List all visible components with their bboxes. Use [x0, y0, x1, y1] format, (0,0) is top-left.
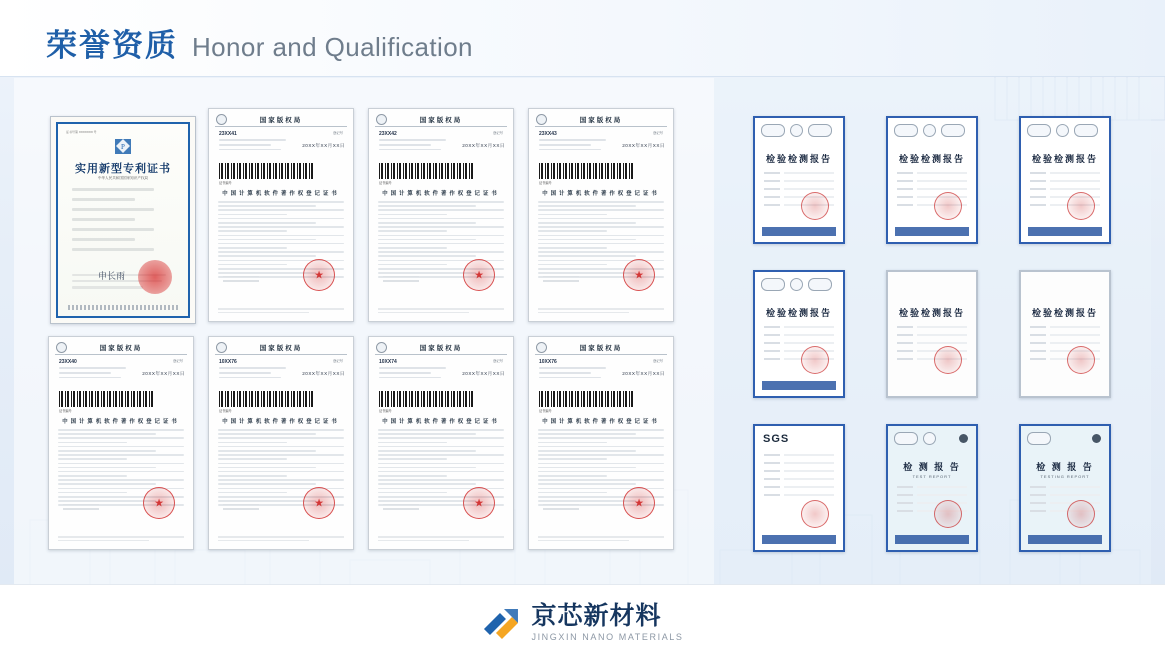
ip-footer-lines: [378, 536, 504, 543]
ip-signature-lines: [223, 504, 259, 513]
ilac-logo-icon: [941, 124, 965, 137]
ip-footer-lines: [538, 308, 664, 315]
ilac-logo-icon: [808, 278, 832, 291]
inspection-test-report[interactable]: [886, 270, 978, 398]
report-footer-bar: [762, 381, 836, 390]
company-name-cn: 京芯新材料: [531, 601, 662, 630]
report-title: 检验检测报告: [898, 154, 965, 164]
inspection-test-report[interactable]: [753, 116, 845, 244]
stamp-dot-icon: [1092, 434, 1101, 443]
slide-header: [0, 0, 1165, 77]
report-seal-icon: [1067, 346, 1095, 374]
inspection-test-report[interactable]: [1019, 270, 1111, 398]
ip-seal-icon: [623, 259, 655, 291]
report-seal-icon: [934, 192, 962, 220]
ip-title-secondary: 中国计算机软件著作权登记证书: [222, 191, 340, 197]
report-seal-icon: [1067, 192, 1095, 220]
page-title-en: Honor and Qualification: [192, 32, 473, 62]
cma-logo-icon: [894, 432, 918, 445]
patent-heading: 实用新型专利证书: [75, 163, 171, 175]
cnas-logo-icon: [790, 124, 803, 137]
ip-footer-lines: [58, 536, 184, 543]
inspection-test-report[interactable]: [753, 270, 845, 398]
ip-barcode: [539, 391, 635, 407]
cma-logo-icon: [894, 124, 918, 137]
cma-logo-icon: [1027, 124, 1051, 137]
ip-number: 10XX76: [539, 359, 557, 365]
ip-seal-icon: [143, 487, 175, 519]
company-logo: [481, 601, 684, 642]
cnas-logo-icon: [923, 432, 936, 445]
ip-head-title: 国家版权局: [99, 345, 143, 352]
divider: [215, 354, 347, 355]
divider: [375, 354, 507, 355]
ip-title-secondary: 中国计算机软件著作权登记证书: [382, 191, 500, 197]
ip-head-title: 国家版权局: [419, 345, 463, 352]
report-title: 检验检测报告: [765, 308, 832, 318]
stamp-dot-icon: [959, 434, 968, 443]
patent-fields: [72, 188, 174, 258]
divider: [535, 126, 667, 127]
ip-barcode: [219, 163, 315, 179]
ip-meta-lines: [219, 367, 293, 381]
ip-barcode-text: 证书编号: [59, 409, 72, 413]
patent-seal-icon: [138, 260, 172, 294]
ip-footer-lines: [218, 536, 344, 543]
ip-barcode: [539, 163, 635, 179]
ip-title-secondary: 中国计算机软件著作权登记证书: [222, 419, 340, 425]
ip-number: 23XX41: [219, 131, 237, 137]
ip-registration-certificate[interactable]: [368, 108, 514, 322]
report-title: 检验检测报告: [1031, 154, 1098, 164]
ilac-logo-icon: [808, 124, 832, 137]
ip-title-secondary: 中国计算机软件著作权登记证书: [62, 419, 180, 425]
report-seal-icon: [801, 192, 829, 220]
national-emblem-icon: [108, 136, 138, 158]
ip-number: 10XX74: [379, 359, 397, 365]
ip-signature-lines: [383, 276, 419, 285]
divider: [55, 354, 187, 355]
ip-barcode: [59, 391, 155, 407]
cnas-logo-icon: [923, 124, 936, 137]
accreditation-logos: [894, 124, 970, 137]
sgs-test-report[interactable]: [753, 424, 845, 552]
report-subtitle: TESTING REPORT: [1040, 474, 1090, 479]
report-seal-icon: [801, 500, 829, 528]
report-footer-bar: [895, 227, 969, 236]
company-logo-text: [531, 601, 684, 642]
svg-text:P: P: [121, 143, 125, 151]
ip-meta-lines: [539, 367, 613, 381]
page-title: [46, 20, 473, 65]
report-footer-bar: [762, 227, 836, 236]
ip-number-label: 登记号: [332, 131, 343, 135]
patent-top-note: 证书号第 XXXXXXX 号: [66, 130, 97, 134]
ip-barcode: [219, 391, 315, 407]
ip-barcode-text: 证书编号: [379, 181, 392, 185]
ip-registration-certificate[interactable]: [528, 108, 674, 322]
ip-head-title: 国家版权局: [259, 117, 303, 124]
ip-date: 20XX年XX月XX日: [622, 371, 665, 376]
test-report[interactable]: [886, 424, 978, 552]
patent-subheading: 中华人民共和国国家知识产权局: [97, 176, 149, 180]
ip-seal-icon: [463, 259, 495, 291]
ip-footer-lines: [538, 536, 664, 543]
report-title: 检验检测报告: [765, 154, 832, 164]
ip-head-title: 国家版权局: [579, 345, 623, 352]
ip-number-label: 登记号: [492, 131, 503, 135]
patent-signature: 申长雨: [98, 271, 126, 281]
ip-date: 20XX年XX月XX日: [622, 143, 665, 148]
report-footer-bar: [1028, 535, 1102, 544]
ip-date: 20XX年XX月XX日: [302, 143, 345, 148]
cma-logo-icon: [761, 124, 785, 137]
accreditation-logos: [761, 278, 837, 291]
ip-title-secondary: 中国计算机软件著作权登记证书: [542, 419, 660, 425]
ip-head-title: 国家版权局: [259, 345, 303, 352]
ip-title-secondary: 中国计算机软件著作权登记证书: [382, 419, 500, 425]
cma-logo-icon: [761, 278, 785, 291]
patent-inner-frame: [56, 122, 190, 318]
cma-logo-icon: [1027, 432, 1051, 445]
report-seal-icon: [801, 346, 829, 374]
ip-head-title: 国家版权局: [419, 117, 463, 124]
report-field-rows: [764, 454, 834, 502]
ip-signature-lines: [223, 276, 259, 285]
ip-footer-lines: [378, 308, 504, 315]
ip-meta-lines: [379, 367, 453, 381]
ip-meta-lines: [379, 139, 453, 153]
ip-number: 23XX42: [379, 131, 397, 137]
ip-signature-lines: [543, 504, 579, 513]
ip-number: 10XX76: [219, 359, 237, 365]
ip-barcode-text: 证书编号: [219, 409, 232, 413]
report-footer-bar: [1028, 227, 1102, 236]
ip-number-label: 登记号: [652, 131, 663, 135]
report-seal-icon: [934, 500, 962, 528]
ip-seal-icon: [463, 487, 495, 519]
ip-signature-lines: [543, 276, 579, 285]
divider: [375, 126, 507, 127]
arrow-logo-icon: [481, 605, 521, 641]
ip-date: 20XX年XX月XX日: [302, 371, 345, 376]
ip-title-secondary: 中国计算机软件著作权登记证书: [542, 191, 660, 197]
ip-barcode: [379, 163, 475, 179]
divider: [535, 354, 667, 355]
ip-meta-lines: [59, 367, 133, 381]
report-footer-bar: [762, 535, 836, 544]
report-subtitle: TEST REPORT: [912, 474, 952, 479]
accreditation-logos: [1027, 124, 1103, 137]
ip-signature-lines: [383, 504, 419, 513]
company-name-en: JINGXIN NANO MATERIALS: [531, 631, 684, 642]
ip-number: 23XX43: [539, 131, 557, 137]
ip-number-label: 登记号: [332, 359, 343, 363]
ip-date: 20XX年XX月XX日: [142, 371, 185, 376]
ip-signature-lines: [63, 504, 99, 513]
ip-barcode-text: 证书编号: [539, 181, 552, 185]
ip-barcode-text: 证书编号: [219, 181, 232, 185]
ip-registration-certificate[interactable]: [208, 108, 354, 322]
ip-seal-icon: [303, 259, 335, 291]
ip-barcode: [379, 391, 475, 407]
ip-number-label: 登记号: [492, 359, 503, 363]
ip-number: 23XX40: [59, 359, 77, 365]
ip-registration-certificate[interactable]: [368, 336, 514, 550]
ip-number-label: 登记号: [652, 359, 663, 363]
report-title: 检 测 报 告: [1036, 462, 1094, 472]
left-certificates-panel: [14, 78, 714, 585]
cnas-logo-icon: [1056, 124, 1069, 137]
ip-head-title: 国家版权局: [579, 117, 623, 124]
ip-registration-certificate[interactable]: [208, 336, 354, 550]
sgs-brand-label: SGS: [763, 433, 790, 445]
report-title: 检 测 报 告: [903, 462, 961, 472]
test-report[interactable]: [1019, 424, 1111, 552]
report-seal-icon: [934, 346, 962, 374]
ip-barcode-text: 证书编号: [379, 409, 392, 413]
report-title: 检验检测报告: [1031, 308, 1098, 318]
right-reports-panel: [714, 78, 1151, 585]
report-title: 检验检测报告: [898, 308, 965, 318]
ip-meta-lines: [539, 139, 613, 153]
certificates-area: [14, 78, 1151, 585]
patent-barcode-strip: [68, 305, 178, 310]
ip-meta-lines: [219, 139, 293, 153]
page-title-cn: 荣誉资质: [46, 28, 178, 63]
ip-footer-lines: [218, 308, 344, 315]
ip-barcode-text: 证书编号: [539, 409, 552, 413]
ip-date: 20XX年XX月XX日: [462, 143, 505, 148]
ip-date: 20XX年XX月XX日: [462, 371, 505, 376]
report-footer-bar: [895, 535, 969, 544]
cnas-logo-icon: [790, 278, 803, 291]
ip-seal-icon: [303, 487, 335, 519]
inspection-test-report[interactable]: [1019, 116, 1111, 244]
ip-number-label: 登记号: [172, 359, 183, 363]
utility-model-patent-certificate[interactable]: [50, 116, 196, 324]
ip-seal-icon: [623, 487, 655, 519]
divider: [215, 126, 347, 127]
accreditation-logos: [761, 124, 837, 137]
slide-footer: [0, 584, 1165, 660]
ip-registration-certificate[interactable]: [528, 336, 674, 550]
ip-registration-certificate[interactable]: [48, 336, 194, 550]
ilac-logo-icon: [1074, 124, 1098, 137]
inspection-test-report[interactable]: [886, 116, 978, 244]
report-seal-icon: [1067, 500, 1095, 528]
